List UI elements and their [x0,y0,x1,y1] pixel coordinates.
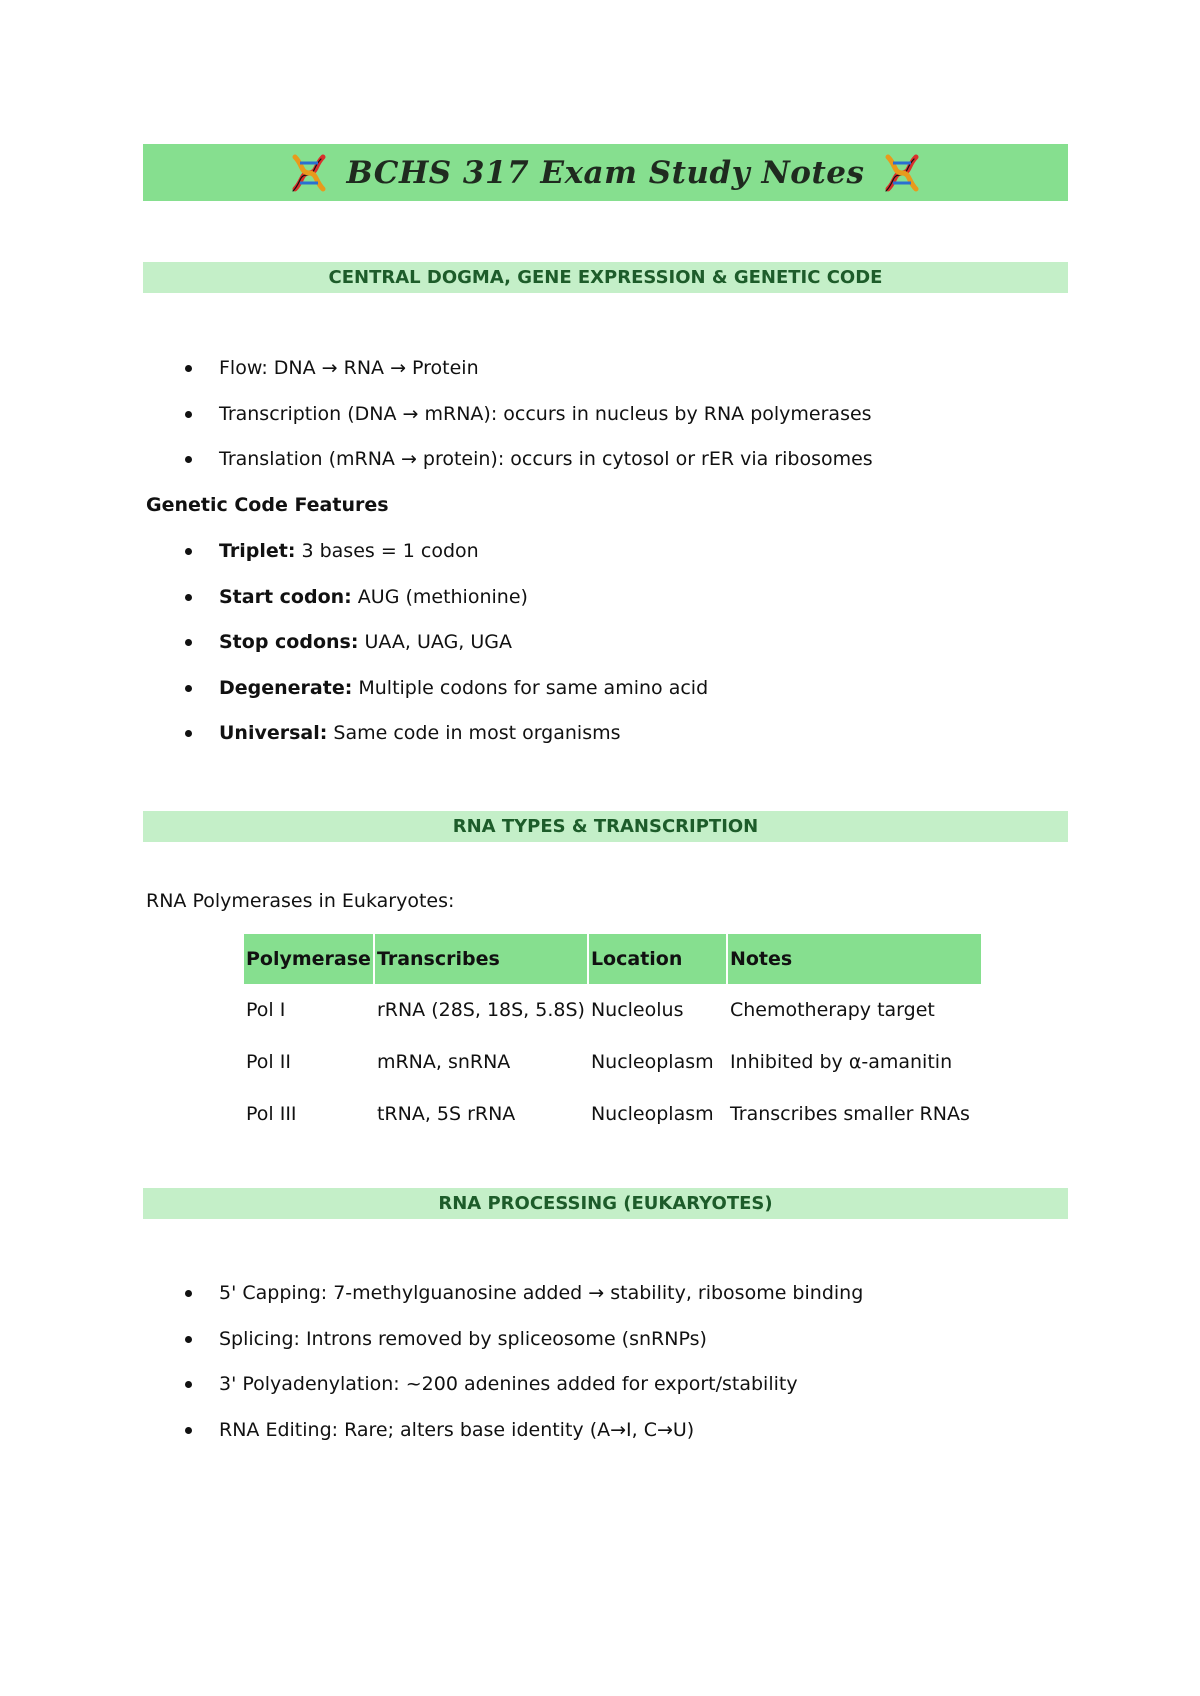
list-item: 3' Polyadenylation: ~200 adenines added for export/stability [143,1371,1068,1417]
section-header-central-dogma [143,262,1068,293]
table-row [244,1088,981,1140]
rna-polymerases-intro: RNA Polymerases in Eukaryotes: [146,890,455,912]
section-header-rna-processing [143,1188,1068,1219]
rna-processing-list [143,1280,1068,1462]
column-header: Polymerase [244,934,373,984]
title-banner [143,144,1068,201]
dna-icon [287,151,331,195]
column-header: Notes [728,934,981,984]
list-item: Start codon: AUG (methionine) [143,584,1068,630]
central-dogma-list [143,355,1068,492]
bullet-icon [185,456,192,463]
list-item: Translation (mRNA → protein): occurs in cytosol or rER via ribosomes [143,446,1068,492]
section-title: RNA TYPES & TRANSCRIPTION [452,816,759,837]
bullet-icon [185,730,192,737]
list-item: Degenerate: Multiple codons for same amino acid [143,675,1068,721]
bullet-icon [185,639,192,646]
list-item: Splicing: Introns removed by spliceosome (snRNPs) [143,1326,1068,1372]
table-cell: Pol III [246,1103,297,1125]
table-cell: Chemotherapy target [729,999,935,1021]
genetic-code-heading: Genetic Code Features [146,494,389,516]
bullet-icon [185,1290,192,1297]
bullet-icon [185,1336,192,1343]
table-cell: Pol I [246,999,286,1021]
polymerase-table [242,934,983,1140]
table-cell: rRNA (28S, 18S, 5.8S) [376,999,585,1021]
section-header-rna-types [143,811,1068,842]
column-header: Transcribes [375,934,587,984]
table-cell: Pol II [246,1051,291,1073]
bullet-icon [185,1381,192,1388]
dna-icon [880,151,924,195]
table-cell: Nucleoplasm [590,1103,714,1125]
list-item: Triplet: 3 bases = 1 codon [143,538,1068,584]
bullet-icon [185,594,192,601]
table-header-row [244,934,981,984]
table-cell: Transcribes smaller RNAs [729,1103,970,1125]
table-cell: mRNA, snRNA [376,1051,511,1073]
bullet-icon [185,411,192,418]
list-item: Flow: DNA → RNA → Protein [143,355,1068,401]
section-title: RNA PROCESSING (EUKARYOTES) [438,1193,773,1214]
bullet-icon [185,365,192,372]
bullet-icon [185,1427,192,1434]
page-title: BCHS 317 Exam Study Notes [346,154,865,191]
list-item: Universal: Same code in most organisms [143,720,1068,766]
list-item: RNA Editing: Rare; alters base identity (A→I, C→U) [143,1417,1068,1463]
list-item: Stop codons: UAA, UAG, UGA [143,629,1068,675]
table-cell: Nucleolus [590,999,684,1021]
list-item: Transcription (DNA → mRNA): occurs in nucleus by RNA polymerases [143,401,1068,447]
column-header: Location [589,934,726,984]
bullet-icon [185,548,192,555]
table-row [244,1036,981,1088]
table-row [244,984,981,1036]
bullet-icon [185,685,192,692]
genetic-code-features-list [143,538,1068,766]
list-item: 5' Capping: 7-methylguanosine added → stability, ribosome binding [143,1280,1068,1326]
section-title: CENTRAL DOGMA, GENE EXPRESSION & GENETIC CODE [328,267,883,288]
table-cell: Inhibited by α-amanitin [729,1051,953,1073]
table-cell: Nucleoplasm [590,1051,714,1073]
table-cell: tRNA, 5S rRNA [376,1103,516,1125]
